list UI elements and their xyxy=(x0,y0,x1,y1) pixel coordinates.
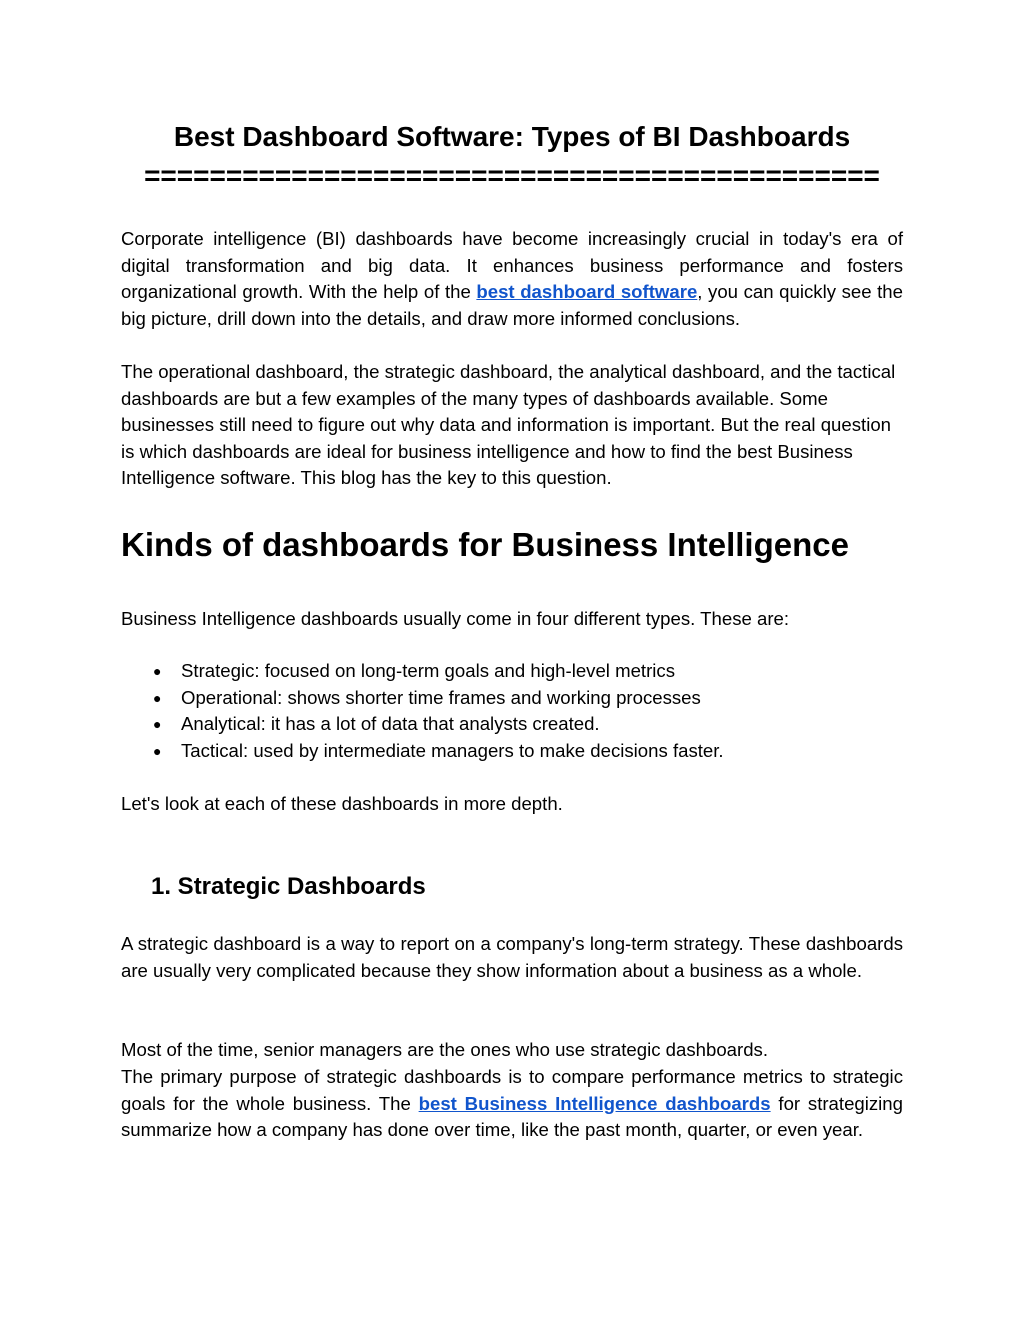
list-item xyxy=(121,711,903,738)
list-item-text: Tactical: used by intermediate managers to make decisions faster. xyxy=(181,739,724,761)
strategic-paragraph-2-line-1: Most of the time, senior managers are the ones who use strategic dashboards. xyxy=(121,1039,768,1060)
section-outro-paragraph: Let's look at each of these dashboards in more depth. xyxy=(121,793,563,814)
title-underline-rule: ============================================= xyxy=(144,160,880,191)
section-intro-paragraph: Business Intelligence dashboards usually come in four different types. These are: xyxy=(121,608,790,629)
strategic-paragraph-1: A strategic dashboard is a way to report on a company's long-term strategy. These dashboards are usually very complicated because they show information about a business as a whole. xyxy=(121,933,903,981)
best-dashboard-software-link[interactable]: best dashboard software xyxy=(476,281,698,303)
bullet-icon: ● xyxy=(153,689,162,706)
types-overview-paragraph: The operational dashboard, the strategic dashboard, the analytical dashboard, and the tactical dashboards are but a few examples of the many types of dashboards available. Some businesses still need to figure out why data and information is important. But the real question is which dashboards are ideal for business intelligence and how to find the best Business Intelligence software. This blog has the key to this question. xyxy=(121,361,896,489)
bullet-icon: ● xyxy=(153,716,162,733)
subheading-strategic-dashboards: 1. Strategic Dashboards xyxy=(151,873,426,900)
list-item-text: Analytical: it has a lot of data that analysts created. xyxy=(181,713,600,735)
strategic-paragraph-2 xyxy=(121,1064,903,1144)
list-item-text: Operational: shows shorter time frames and working processes xyxy=(181,686,701,708)
list-item-text: Strategic: focused on long-term goals and high-level metrics xyxy=(181,660,676,681)
bullet-icon: ● xyxy=(153,663,162,679)
section-heading-kinds-of-dashboards: Kinds of dashboards for Business Intelligence xyxy=(121,526,849,563)
document-title: Best Dashboard Software: Types of BI Dashboards xyxy=(173,121,851,152)
strategic-text-before-link: The primary purpose of strategic dashboards is to compare performance metrics to strategic goals for the whole business. The xyxy=(121,1066,903,1114)
intro-text-after-link: , you can quickly see the big picture, drill down into the details, and draw more informed conclusions. xyxy=(121,281,903,329)
intro-text-before-link: Corporate intelligence (BI) dashboards have become increasingly crucial in today's era of digital transformation and big data. It enhances business performance and fosters organizational growth. With the help of the xyxy=(121,228,903,303)
bullet-icon: ● xyxy=(153,742,162,759)
list-item xyxy=(121,658,903,685)
list-item xyxy=(121,685,903,712)
list-item xyxy=(121,738,903,765)
best-bi-dashboards-link[interactable]: best Business Intelligence dashboards xyxy=(418,1092,771,1114)
strategic-text-after-link: for strategizing summarize how a company has done over time, like the past month, quarter, or even year. xyxy=(121,1092,903,1141)
intro-paragraph xyxy=(121,226,903,332)
dashboard-types-list xyxy=(121,658,903,764)
